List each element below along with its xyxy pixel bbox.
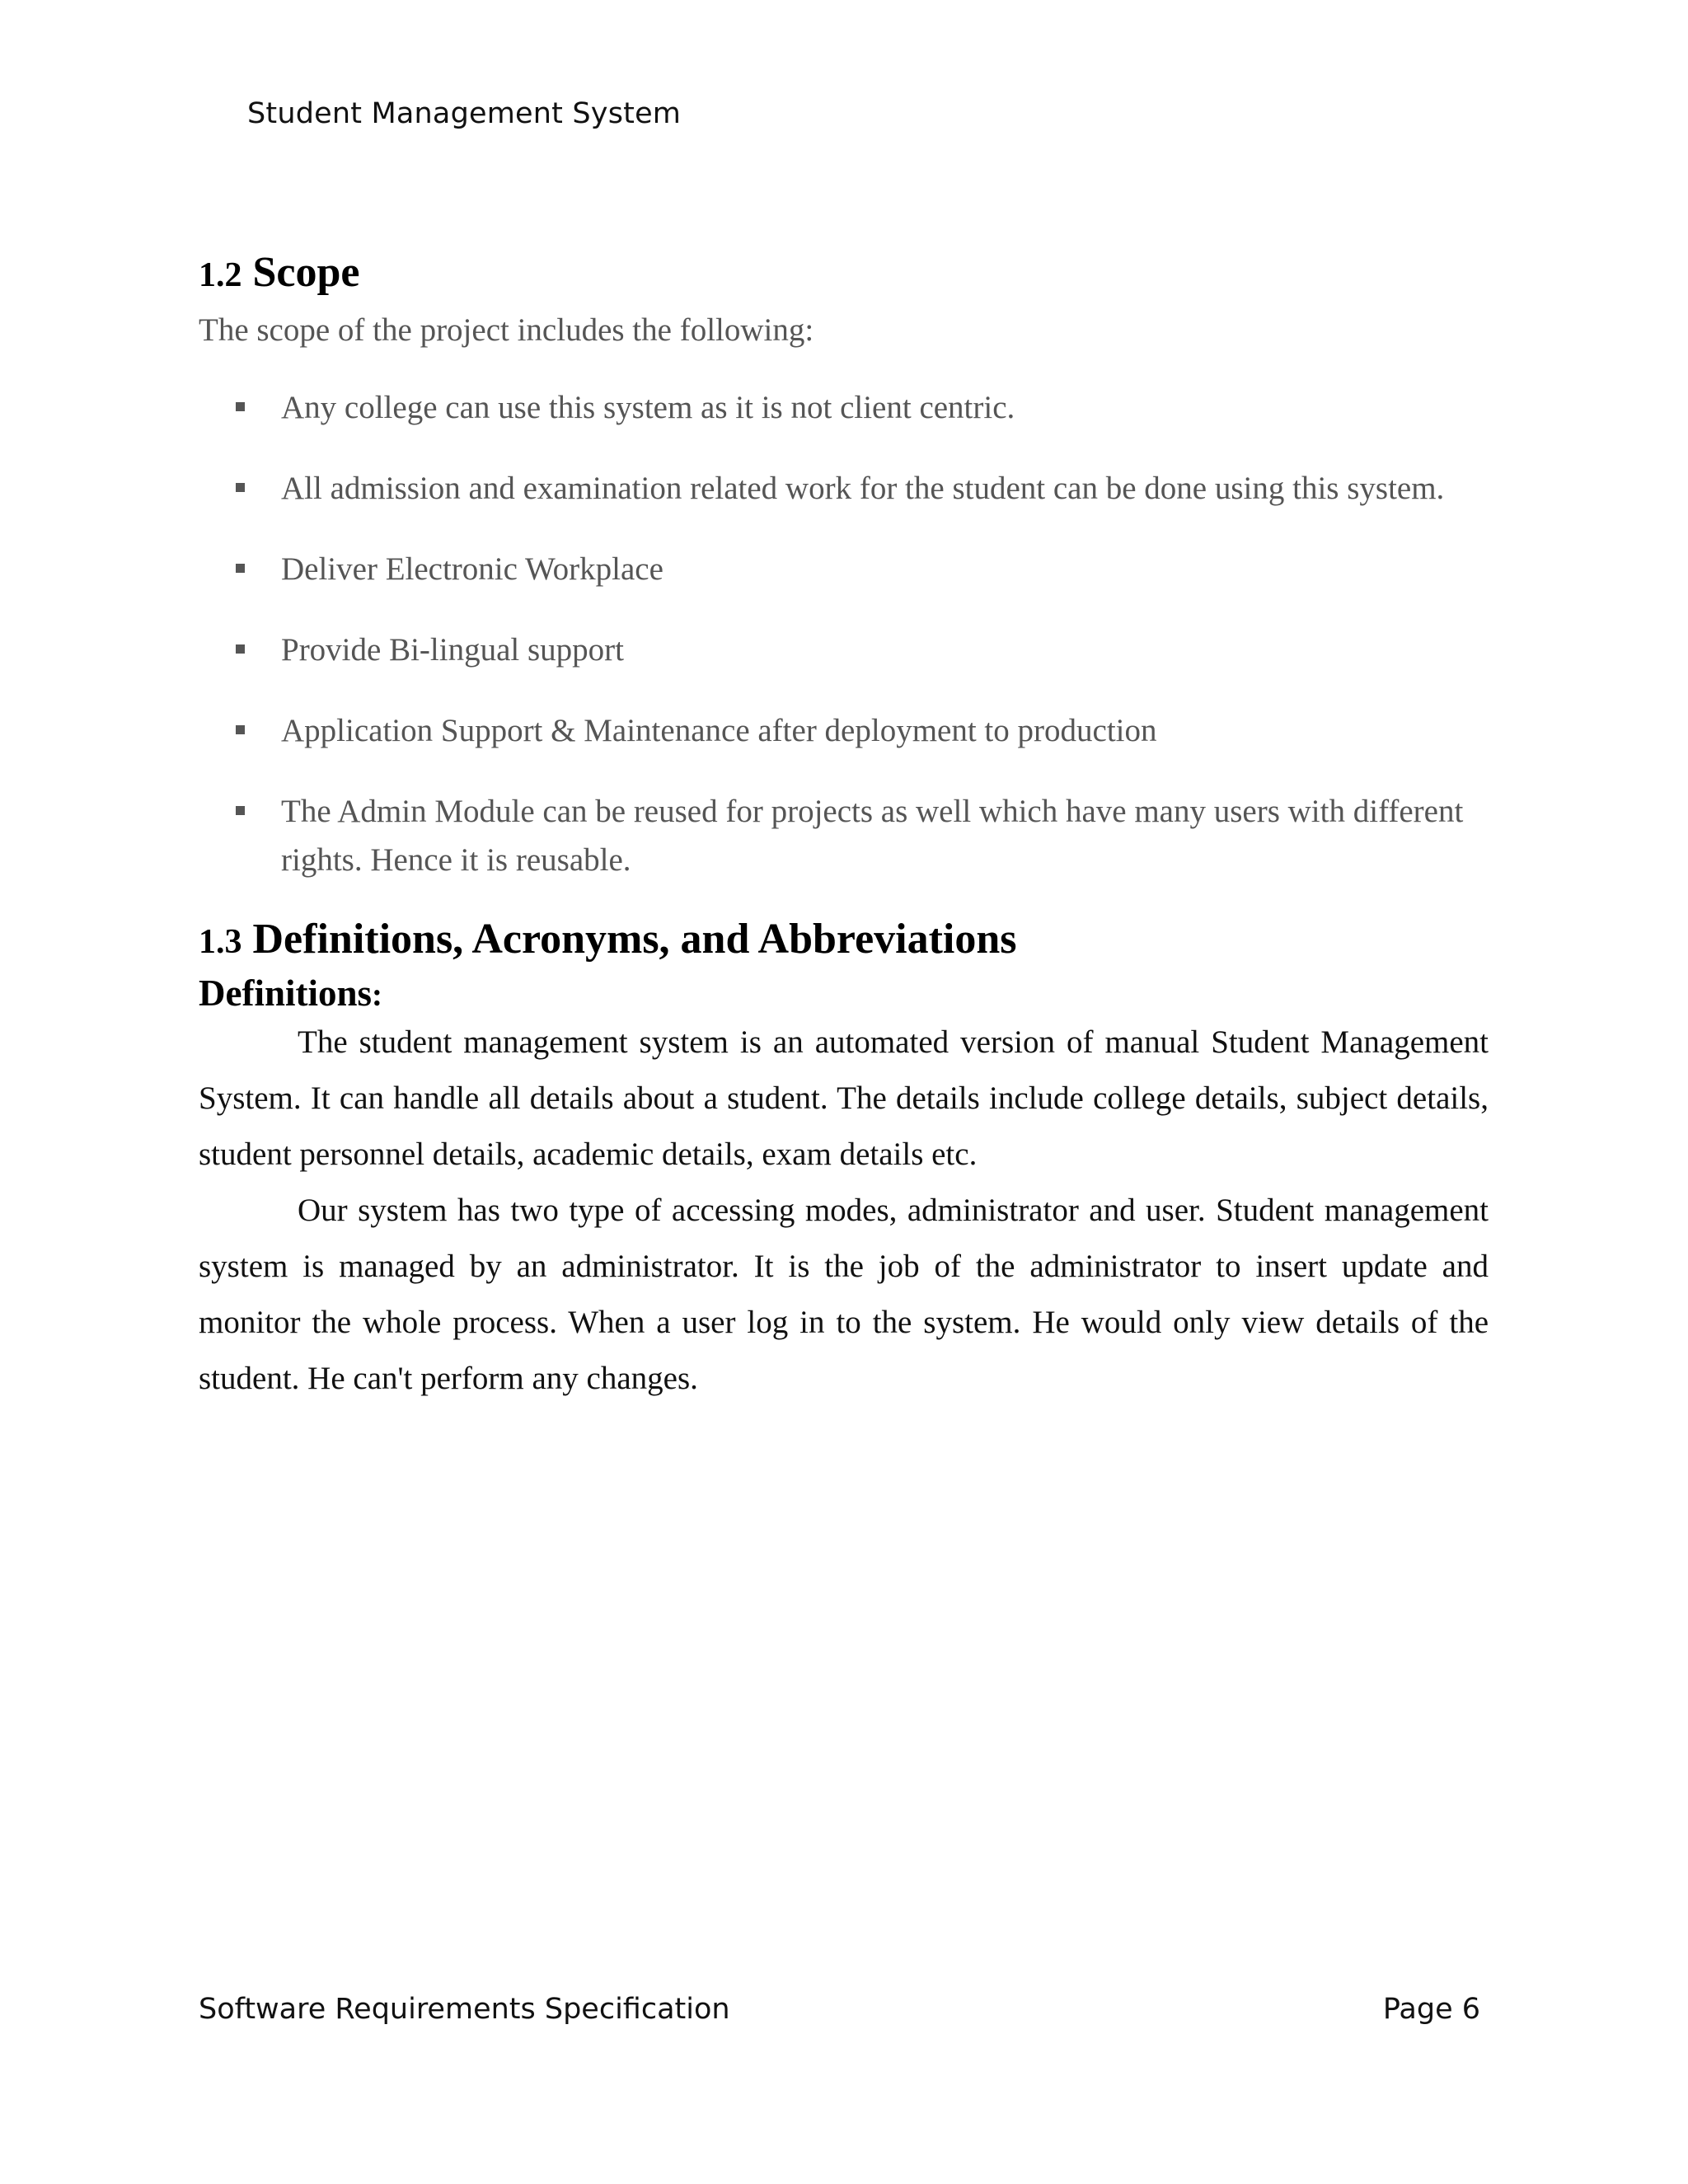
definitions-paragraph: Our system has two type of accessing modes, administrator and user. Student management system is managed by an administrator. It is the job of the administrator to insert update and monitor the whole process. When a user log in to the system. He would only view details of the student. He can't perform any changes. [199,1192,1489,1396]
scope-heading-number: 1.2 [199,256,242,294]
running-header: Student Management System [247,97,682,130]
definitions-heading-number: 1.3 [199,923,242,962]
square-bullet-icon [236,806,245,815]
scope-item-text: All admission and examination related work for the student can be done using this system. [281,471,1445,507]
definitions-section-heading [199,914,1489,965]
page-content [199,247,1489,1407]
definitions-subheading [199,973,1489,1015]
square-bullet-icon [236,402,245,411]
scope-list-item [199,383,1489,432]
scope-item-text: Deliver Electronic Workplace [281,551,663,588]
footer-page-number: Page 6 [1382,1993,1480,2026]
definitions-subheading-text: Definitions [199,972,373,1015]
square-bullet-icon [236,725,245,734]
scope-item-text: Provide Bi-lingual support [281,632,624,668]
scope-heading-title: Scope [252,249,360,296]
scope-list-item [199,464,1468,513]
scope-list [199,383,1489,884]
scope-list-item [199,787,1468,884]
definitions-subheading-colon: : [372,977,383,1014]
scope-list-item [199,545,1489,593]
square-bullet-icon [236,483,245,492]
square-bullet-icon [236,564,245,573]
scope-intro: The scope of the project includes the following: [199,312,814,349]
scope-item-text: Application Support & Maintenance after deployment to production [281,713,1157,749]
scope-heading [199,247,1489,298]
scope-list-item [199,626,1489,674]
scope-item-text: The Admin Module can be reused for projects as well which have many users with different rights. Hence it is reusable. [281,794,1464,879]
scope-item-text: Any college can use this system as it is not client centric. [281,390,1015,426]
definitions-paragraph: The student management system is an automated version of manual Student Management System. It can handle all details about a student. The details include college details, subject details, student personnel details, academic details, exam details etc. [199,1024,1489,1172]
footer-document-title: Software Requirements Specification [199,1993,730,2026]
square-bullet-icon [236,644,245,654]
scope-list-item [199,706,1489,755]
definitions-heading-title: Definitions, Acronyms, and Abbreviations [252,916,1017,963]
